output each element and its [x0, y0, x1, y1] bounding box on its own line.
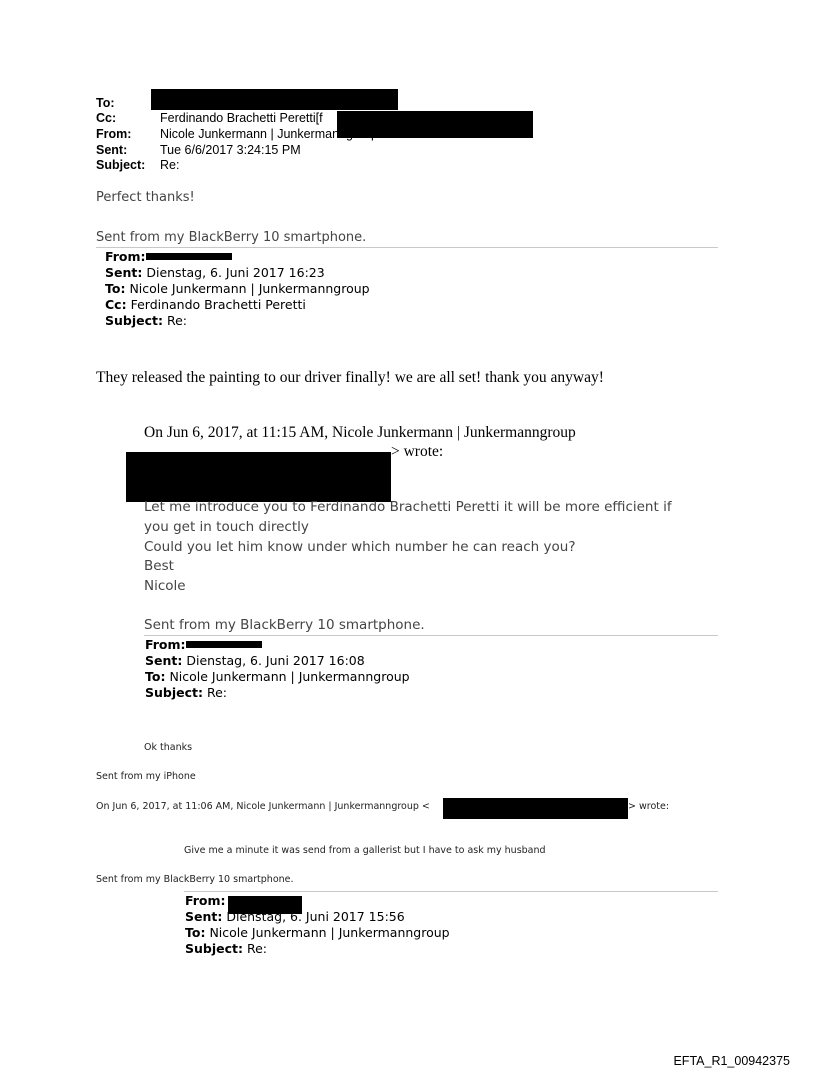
to-label: To:	[145, 669, 166, 684]
to-value: Nicole Junkermann | Junkermanngroup	[209, 925, 450, 940]
subject-value: Re:	[160, 158, 180, 172]
from-label: From:	[96, 127, 132, 141]
quote-line: Could you let him know under which number he can reach you?	[144, 539, 576, 555]
divider	[96, 247, 718, 248]
message-body: They released the painting to our driver finally! we are all set! thank you anyway!	[96, 369, 604, 386]
from-label: From:	[105, 249, 146, 264]
quote-line: Give me a minute it was send from a gallerist but I have to ask my husband	[184, 845, 546, 856]
cc-label: Cc:	[96, 111, 117, 125]
sent-value: Dienstag, 6. Juni 2017 16:23	[146, 265, 325, 280]
subject-label: Subject:	[185, 941, 243, 956]
subject-value: Re:	[206, 685, 228, 700]
sent-label: Sent:	[96, 143, 128, 157]
quote-intro: On Jun 6, 2017, at 11:06 AM, Nicole Junkermann | Junkermanngroup <	[96, 801, 430, 812]
quote-line: you get in touch directly	[144, 519, 309, 535]
redaction-from	[186, 641, 262, 648]
subject-label: Subject:	[96, 158, 146, 172]
quote-intro: On Jun 6, 2017, at 11:15 AM, Nicole Junkermann | Junkermanngroup	[144, 424, 576, 441]
redaction-from	[146, 253, 232, 260]
signature: Sent from my BlackBerry 10 smartphone.	[144, 617, 425, 633]
to-label: To:	[185, 925, 206, 940]
quote-line: Let me introduce you to Ferdinando Brachetti Peretti it will be more efficient if	[144, 499, 672, 515]
redaction-to	[151, 89, 398, 110]
quote-intro-suffix: > wrote:	[628, 801, 670, 812]
divider	[184, 891, 718, 892]
quote-line: Best	[144, 558, 174, 574]
message-body: Perfect thanks!	[96, 190, 195, 205]
signature: Sent from my BlackBerry 10 smartphone.	[96, 874, 294, 885]
to-value: Nicole Junkermann | Junkermanngroup	[169, 669, 410, 684]
quote-intro-suffix: > wrote:	[391, 443, 444, 460]
redaction-email	[126, 452, 391, 502]
sent-value: Dienstag, 6. Juni 2017 15:56	[226, 909, 405, 924]
subject-label: Subject:	[105, 313, 163, 328]
from-value: Nicole Junkermann | Junkermanngroup	[160, 127, 378, 141]
sent-value: Dienstag, 6. Juni 2017 16:08	[186, 653, 365, 668]
from-label: From:	[145, 637, 186, 652]
document-id: EFTA_R1_00942375	[673, 1054, 790, 1068]
quote-line: Nicole	[144, 578, 186, 594]
message-body: Ok thanks	[144, 742, 193, 753]
to-label: To:	[105, 281, 126, 296]
from-label: From:	[185, 893, 226, 908]
to-value: Nicole Junkermann | Junkermanngroup	[129, 281, 370, 296]
sent-label: Sent:	[105, 265, 143, 280]
to-label: To:	[96, 96, 115, 110]
sent-label: Sent:	[185, 909, 223, 924]
cc-value: Ferdinando Brachetti Peretti	[130, 297, 306, 312]
subject-value: Re:	[166, 313, 188, 328]
sent-value: Tue 6/6/2017 3:24:15 PM	[160, 143, 301, 157]
subject-label: Subject:	[145, 685, 203, 700]
signature: Sent from my iPhone	[96, 771, 196, 782]
divider	[144, 635, 718, 636]
cc-label: Cc:	[105, 297, 127, 312]
sent-label: Sent:	[145, 653, 183, 668]
cc-value: Ferdinando Brachetti Peretti[f	[160, 111, 323, 125]
signature: Sent from my BlackBerry 10 smartphone.	[96, 230, 367, 245]
subject-value: Re:	[246, 941, 268, 956]
redaction-email	[443, 798, 628, 819]
